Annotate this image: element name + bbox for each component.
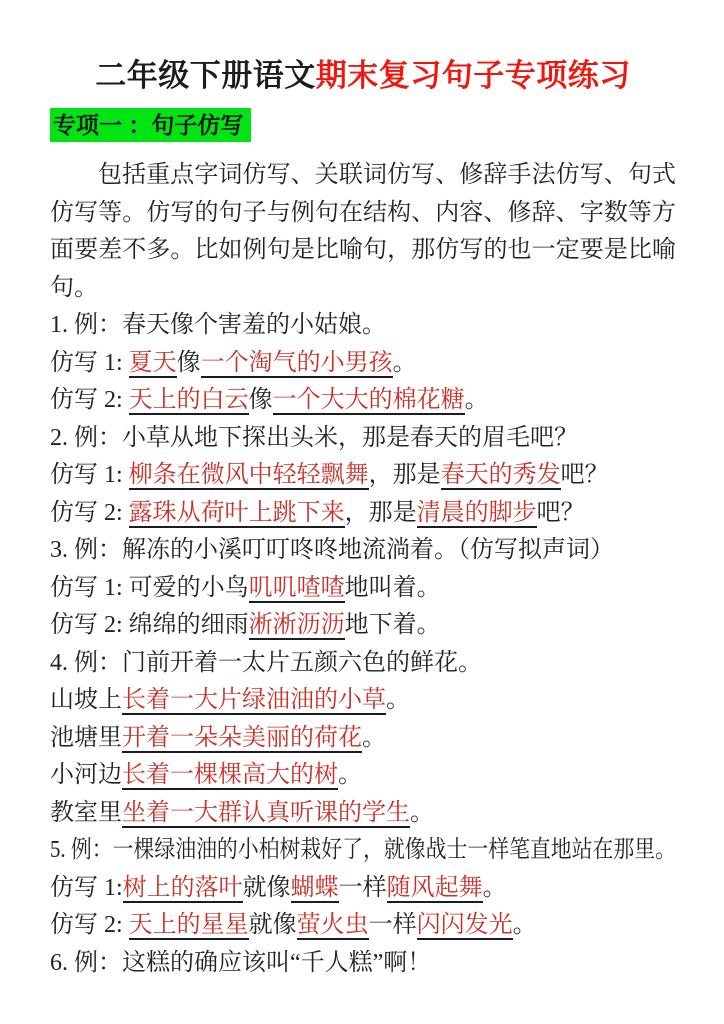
text-segment: 5. 例：一棵绿油油的小柏树栽好了，就像战士一样笔直地站在那里。 (50, 837, 676, 863)
answer-segment: 随风起舞 (386, 874, 483, 901)
text-line (50, 907, 676, 945)
answer-segment: 柳条在微风中轻轻飘舞 (128, 462, 369, 488)
text-segment: 1. 例：春天像个害羞的小姑娘。 (50, 312, 386, 338)
text-line (50, 645, 676, 683)
text-line (50, 757, 676, 795)
text-line (50, 570, 676, 608)
answer-segment: 闪闪发光 (416, 912, 513, 938)
text-segment: ，那是 (344, 499, 417, 526)
answer-segment: 露珠从荷叶上跳下来 (128, 499, 345, 526)
text-line (50, 345, 676, 383)
answer-segment: 萤火虫 (296, 912, 369, 938)
page-title-red-part: 期末复习句子专项练习 (315, 58, 631, 93)
answer-segment: 一个大大的棉花糖 (272, 387, 465, 413)
text-segment: 6. 例：这糕的确应该叫“千人糕”啊！ (50, 949, 432, 976)
answer-segment: 一个淘气的小男孩 (200, 349, 393, 376)
intro-paragraph: 包括重点字词仿写、关联词仿写、修辞手法仿写、句式仿写等。仿写的句子与例句在结构、内容、修辞、字数等方面要差不多。比如例句是比喻句，那仿写的也一定要是比喻句。 (50, 162, 676, 301)
text-segment: 一样 (338, 874, 387, 901)
text-line (50, 945, 676, 983)
text-segment: 仿写 2: (50, 499, 129, 526)
answer-segment: 清晨的脚步 (416, 499, 537, 526)
answer-segment: 天上的星星 (128, 912, 249, 938)
text-line (50, 307, 676, 345)
answer-segment: 长着一棵棵高大的树 (122, 762, 338, 788)
text-line (50, 382, 676, 420)
text-segment: 仿写 1: (50, 462, 129, 488)
text-segment: 山坡上 (50, 687, 122, 713)
section-header-label: 专项一 ：句子仿写 (50, 108, 251, 142)
text-line (50, 607, 676, 645)
text-segment: 仿写 1: (50, 349, 129, 376)
text-segment: 。 (482, 874, 507, 901)
answer-segment: 开着一朵朵美丽的荷花 (122, 724, 362, 751)
text-segment: 。 (512, 912, 537, 938)
text-line (50, 870, 676, 908)
text-segment: 。 (392, 349, 417, 376)
text-segment: 。 (410, 799, 434, 826)
answer-segment: 夏天 (128, 349, 177, 376)
text-segment: 像 (176, 349, 201, 376)
text-line (50, 532, 676, 570)
text-line (50, 420, 676, 458)
text-segment: 仿写 1: 可爱的小鸟 (50, 574, 249, 601)
text-segment: 。 (362, 724, 386, 751)
answer-segment: 天上的白云 (128, 387, 249, 413)
text-segment: 一样 (368, 912, 417, 938)
text-segment: 2. 例：小草从地下探出头米，那是春天的眉毛吧？ (50, 424, 578, 451)
page-title (50, 50, 676, 95)
text-segment: 仿写 2: 绵绵的细雨 (50, 612, 249, 638)
text-line (50, 682, 676, 720)
text-segment: ，那是 (368, 462, 441, 488)
text-segment: 地叫着。 (344, 574, 441, 601)
text-segment: 4. 例：门前开着一太片五颜六色的鲜花。 (50, 649, 482, 676)
answer-segment: 淅淅沥沥 (248, 612, 345, 638)
page-title-black-part: 二年级下册语文 (95, 58, 316, 93)
text-segment: 。 (386, 687, 410, 713)
text-line (50, 495, 676, 533)
text-line (50, 832, 676, 870)
text-line (50, 457, 676, 495)
text-segment: 池塘里 (50, 724, 122, 751)
text-segment: 。 (338, 762, 362, 788)
text-line (50, 795, 676, 833)
text-segment: 教室里 (50, 799, 122, 826)
text-segment: 。 (464, 387, 489, 413)
text-segment: 吧？ (536, 499, 585, 526)
text-segment: 3. 例：解冻的小溪叮叮咚咚地流淌着。（仿写拟声词） (50, 537, 614, 563)
text-segment: 就像 (242, 874, 291, 901)
answer-segment: 蝴蝶 (290, 874, 339, 901)
content-lines (50, 307, 676, 982)
text-segment: 吧？ (560, 462, 609, 488)
answer-segment: 树上的落叶 (122, 874, 243, 901)
text-line (50, 720, 676, 758)
text-segment: 仿写 2: (50, 387, 129, 413)
answer-segment: 叽叽喳喳 (248, 574, 345, 601)
text-segment: 仿写 2: (50, 912, 129, 938)
text-segment: 像 (248, 387, 273, 413)
text-segment: 小河边 (50, 762, 122, 788)
section-header (50, 109, 676, 145)
answer-segment: 坐着一大群认真听课的学生 (122, 799, 410, 826)
text-segment: 地下着。 (344, 612, 441, 638)
text-segment: 仿写 1: (50, 874, 123, 901)
answer-segment: 春天的秀发 (440, 462, 561, 488)
answer-segment: 长着一大片绿油油的小草 (122, 687, 386, 713)
text-segment: 就像 (248, 912, 297, 938)
